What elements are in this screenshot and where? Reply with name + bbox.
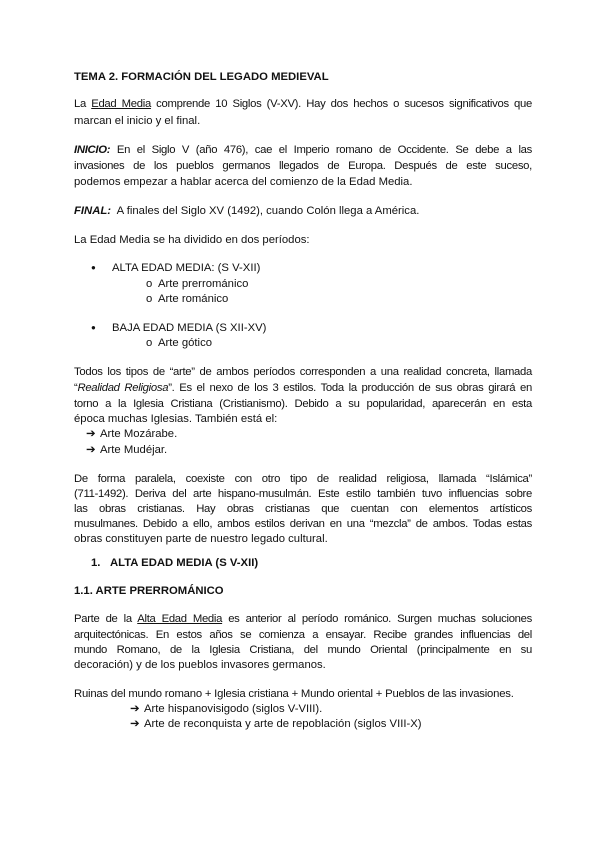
arrow-item [130, 717, 422, 731]
text: La [74, 98, 92, 110]
text: “ [74, 382, 78, 394]
text: En el Siglo V (año 476), cae el Imperio romano de Occidente. Se debe a las [110, 144, 532, 156]
text: Arte prerrománico [158, 278, 249, 290]
final-label: FINAL: [74, 205, 112, 217]
text: es anterior al período románico. Surgen muchas soluciones [222, 613, 532, 625]
parte-line: mundo Romano, de la Iglesia Cristiana, del mundo Oriental (principalmente en su [74, 644, 532, 656]
paralela-line: (711-1492). Deriva del arte hispano-musulmán. Este estilo también tuvo influencias sobre [74, 488, 532, 500]
period-label: ALTA EDAD MEDIA: (S V-XII) [112, 262, 261, 274]
period-item [146, 277, 248, 291]
paralela-line: las obras cristianas. Hay obras cristianas que cuentan con elementos artísticos [74, 503, 532, 515]
text: comprende 10 Siglos (V-XV). Hay dos hechos o sucesos significativos que [150, 98, 532, 110]
sub-bullet-icon: o [146, 293, 153, 305]
arrow-item [86, 443, 167, 457]
text: ”. Es el nexo de los 3 estilos. Toda la producción de sus obras girará en [168, 382, 532, 394]
inicio-label: INICIO: [74, 144, 111, 156]
sub-bullet-icon: o [146, 337, 153, 349]
text: Arte Mozárabe. [100, 428, 178, 440]
paralela-line: De forma paralela, coexiste con otro tipo de realidad religiosa, llamada “Islámica” [74, 473, 532, 485]
section-title: ALTA EDAD MEDIA (S V-XII) [110, 557, 259, 569]
intro-line [74, 97, 532, 111]
text: Realidad Religiosa [77, 382, 169, 394]
final-line [74, 204, 532, 218]
section-number: 1. [91, 557, 101, 569]
inicio-line: invasiones de los pueblos germanos llegados de Europa. Después de este suceso, [74, 160, 532, 172]
section-1-heading [91, 556, 258, 570]
inicio-line: podemos empezar a hablar acerca del comienzo de la Edad Media. [74, 176, 413, 188]
text: Arte hispanovisigodo (siglos V-VIII). [144, 703, 323, 715]
arrow-icon: ➔ [130, 703, 140, 715]
arrow-item [86, 427, 177, 441]
paralela-line: musulmanes. Debido a ello, ambos estilos derivan en una “mezcla” de ambos. Todas estas [74, 518, 532, 530]
division-text: La Edad Media se ha dividido en dos períodos: [74, 234, 310, 246]
period-label: BAJA EDAD MEDIA (S XII-XV) [112, 322, 267, 334]
bullet-icon: ● [91, 263, 96, 272]
arrow-icon: ➔ [86, 444, 96, 456]
todos-line [74, 381, 532, 395]
inicio-line [74, 143, 532, 157]
section-1-1-heading: 1.1. ARTE PRERROMÁNICO [74, 585, 224, 597]
sub-bullet-icon: o [146, 278, 153, 290]
arrow-icon: ➔ [86, 428, 96, 440]
period-item [146, 336, 212, 350]
document-title: TEMA 2. FORMACIÓN DEL LEGADO MEDIEVAL [74, 71, 329, 83]
parte-line: decoración) y de los pueblos invasores germanos. [74, 659, 326, 671]
intro-line: marcan el inicio y el final. [74, 115, 201, 127]
todos-line: Todos los tipos de “arte” de ambos períodos corresponden a una realidad concreta, llamada [74, 366, 532, 378]
ruinas-text: Ruinas del mundo romano + Iglesia cristiana + Mundo oriental + Pueblos de las invasiones. [74, 688, 514, 700]
text: Arte de reconquista y arte de repoblación (siglos VIII-X) [144, 718, 422, 730]
text: Arte románico [158, 293, 229, 305]
arrow-item [130, 702, 322, 716]
parte-line [74, 612, 532, 626]
paralela-line: obras constituyen parte de nuestro legado cultural. [74, 533, 328, 545]
text: Arte Mudéjar. [100, 444, 168, 456]
text: Arte gótico [158, 337, 213, 349]
text: Parte de la [74, 613, 138, 625]
parte-line: arquitectónicas. En estos años se comienza a ensayar. Recibe grandes influencias del [74, 629, 532, 641]
bullet-icon: ● [91, 323, 96, 332]
edad-media-link[interactable]: Edad Media [91, 98, 151, 110]
todos-line: torno a la Iglesia Cristiana (Cristianismo). Debido a su popularidad, aparecerán en esta [74, 398, 532, 410]
todos-line: época muchas Iglesias. También está el: [74, 413, 278, 425]
text: A finales del Siglo XV (1492), cuando Colón llega a América. [111, 205, 420, 217]
alta-edad-media-link[interactable]: Alta Edad Media [137, 613, 223, 625]
arrow-icon: ➔ [130, 718, 140, 730]
period-item [146, 292, 228, 306]
